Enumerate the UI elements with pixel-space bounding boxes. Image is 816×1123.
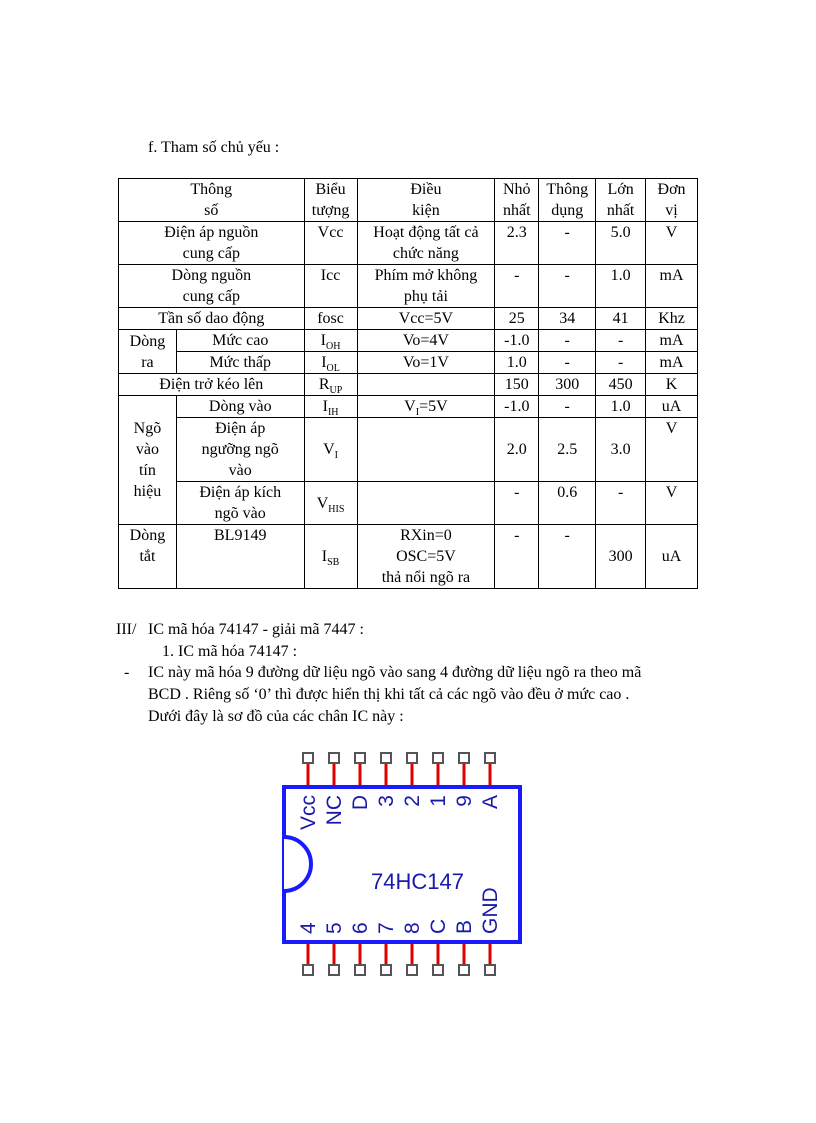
bottom-pin-label: 7 — [375, 922, 398, 934]
table-row-vi: Điện áp ngưỡng ngõ vào $V_I$ 2.0 2.5 3.0 V — [119, 418, 698, 482]
group-standby-current: Dòng tắt — [119, 525, 177, 589]
top-pin-label: 2 — [401, 795, 424, 807]
chip-name: 74HC147 — [371, 869, 464, 894]
bottom-pin-pad — [485, 965, 495, 975]
bottom-pin-pad — [303, 965, 313, 975]
section-f-title: f. Tham số chủ yếu : — [148, 139, 280, 156]
ic-74hc147-diagram — [270, 745, 540, 985]
table-row-icc: Dòng nguồn cung cấp Icc Phím mở không phụ tải - - 1.0 mA — [119, 265, 698, 308]
top-pin-pad — [485, 753, 495, 763]
top-pin-label: 9 — [453, 795, 476, 807]
table-row-vhis: Điện áp kích ngõ vào $V_{HIS}$ - 0.6 - V — [119, 482, 698, 525]
top-pin-pad — [329, 753, 339, 763]
top-pin-pad — [407, 753, 417, 763]
table-row-iih: Ngõ vào tín hiệu Dòng vào $I_{IH}$ $V_I=5V$ -1.0 - 1.0 uA — [119, 396, 698, 418]
top-pin-pad — [459, 753, 469, 763]
top-pin-label: D — [349, 795, 372, 811]
subsection-1-title: 1. IC mã hóa 74147 : — [162, 643, 298, 660]
table-row-iol: Mức thấp $I_{OL}$ Vo=1V 1.0 - - mA — [119, 352, 698, 374]
section-iii-number: III/ — [116, 621, 137, 638]
bottom-pin-label: 4 — [297, 922, 320, 934]
top-pin-pad — [303, 753, 313, 763]
top-pin-label: Vcc — [297, 795, 320, 831]
bottom-pin-pad — [329, 965, 339, 975]
bullet-dash: - — [124, 664, 130, 681]
table-row-isb: Dòng tắt BL9149 $I_{SB}$ RXin=0 OSC=5V thả nổi ngõ ra - - 300 uA — [119, 525, 698, 589]
table-row-ioh: Dòng ra Mức cao $I_{OH}$ Vo=4V -1.0 - - mA — [119, 330, 698, 352]
bottom-pin-label: C — [427, 918, 450, 934]
bottom-pin-label: 6 — [349, 922, 372, 934]
bottom-pin-pad — [407, 965, 417, 975]
top-pin-pad — [381, 753, 391, 763]
bottom-pin-pad — [355, 965, 365, 975]
table-row-vcc: Điện áp nguồn cung cấp Vcc Hoạt động tất cả chức năng 2.3 - 5.0 V — [119, 222, 698, 265]
paragraph-line-2: BCD . Riêng số ‘0’ thì được hiển thị khi tất cả các ngõ vào đều ở mức cao . — [148, 686, 630, 703]
top-pin-pad — [433, 753, 443, 763]
bottom-pin-label: B — [453, 919, 476, 934]
top-pin-label: 3 — [375, 795, 398, 807]
table-row-fosc: Tần số dao động fosc Vcc=5V 25 34 41 Khz — [119, 308, 698, 330]
header-min: Nhỏ nhất — [495, 179, 539, 222]
bottom-pin-label: 8 — [401, 922, 424, 934]
bottom-pin-label: GND — [479, 887, 502, 934]
parameter-table — [118, 178, 698, 589]
paragraph-line-1: IC này mã hóa 9 đường dữ liệu ngõ vào sang 4 đường dữ liệu ngõ ra theo mã — [148, 664, 642, 681]
bottom-pin-label: 5 — [323, 922, 346, 934]
table-header-row — [119, 179, 698, 222]
paragraph-line-3: Dưới đây là sơ đồ của các chân IC này : — [148, 708, 404, 725]
header-symbol: Biểu tượng — [304, 179, 357, 222]
header-unit: Đơn vị — [646, 179, 698, 222]
group-output-current: Dòng ra — [119, 330, 177, 374]
header-typ: Thông dụng — [539, 179, 596, 222]
section-iii-title: IC mã hóa 74147 - giải mã 7447 : — [148, 621, 364, 638]
bottom-pin-pad — [459, 965, 469, 975]
group-input-signal: Ngõ vào tín hiệu — [119, 396, 177, 525]
header-condition: Điều kiện — [357, 179, 495, 222]
table-row-rup: Điện trở kéo lên $R_{UP}$ 150 300 450 K — [119, 374, 698, 396]
top-pin-pad — [355, 753, 365, 763]
top-pin-label: A — [479, 795, 502, 810]
top-pin-label: 1 — [427, 795, 450, 807]
bottom-pin-pad — [381, 965, 391, 975]
bottom-pin-pad — [433, 965, 443, 975]
top-pin-label: NC — [323, 795, 346, 826]
header-param: Thông số — [119, 179, 305, 222]
header-max: Lớn nhất — [596, 179, 646, 222]
